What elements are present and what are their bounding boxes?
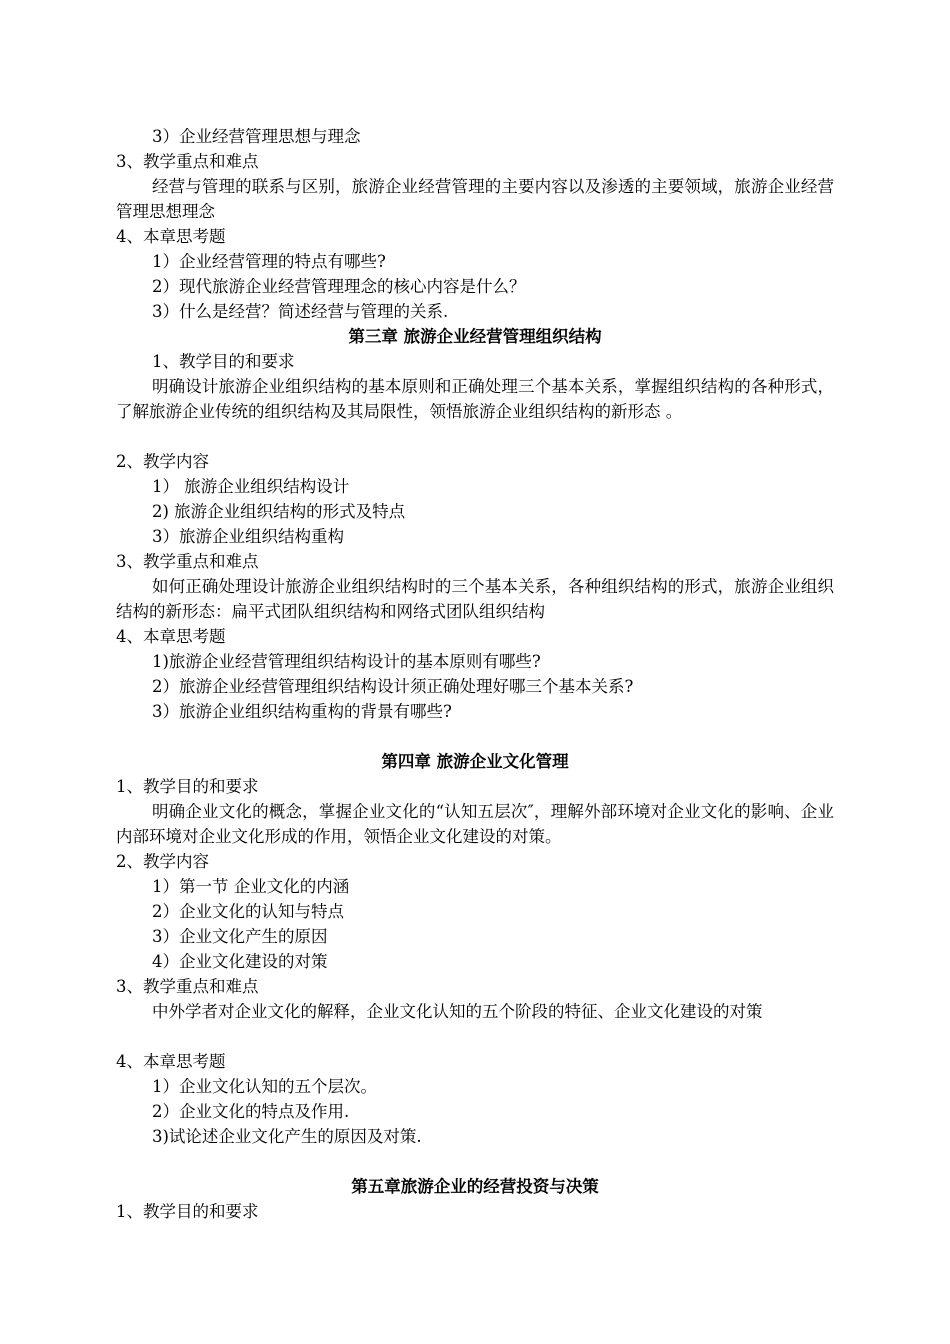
list-item: 3）企业文化产生的原因 (152, 927, 328, 946)
section-heading: 4、本章思考题 (116, 227, 226, 246)
chapter-title: 第五章旅游企业的经营投资与决策 (351, 1177, 599, 1196)
section-heading: 1、教学目的和要求 (116, 777, 259, 796)
paragraph: 经营与管理的联系与区别，旅游企业经营管理的主要内容以及渗透的主要领域，旅游企业经营管理思想理念 (116, 177, 834, 221)
chapter-title: 第四章 旅游企业文化管理 (381, 752, 569, 771)
section-heading: 2、教学内容 (116, 452, 209, 471)
paragraph: 明确企业文化的概念，掌握企业文化的“认知五层次″，理解外部环境对企业文化的影响、企业内部环境对企业文化形成的作用，领悟企业文化建设的对策。 (116, 802, 834, 846)
list-item: 4）企业文化建设的对策 (152, 952, 328, 971)
section-heading: 1、教学目的和要求 (152, 352, 295, 371)
list-item: 3)试论述企业文化产生的原因及对策. (152, 1127, 422, 1146)
paragraph: 如何正确处理设计旅游企业组织结构时的三个基本关系，各种组织结构的形式，旅游企业组织结构的新形态：扁平式团队组织结构和网络式团队组织结构 (116, 577, 834, 621)
list-item: 2) 旅游企业组织结构的形式及特点 (152, 502, 406, 521)
list-item: 1） 旅游企业组织结构设计 (152, 477, 350, 496)
section-heading: 4、本章思考题 (116, 1052, 226, 1071)
list-item: 1）企业文化认知的五个层次。 (152, 1077, 377, 1096)
list-item: 3）什么是经营？简述经营与管理的关系. (152, 302, 449, 321)
section-heading: 4、本章思考题 (116, 627, 226, 646)
list-item: 1）企业经营管理的特点有哪些? (152, 252, 386, 271)
section-heading: 2、教学内容 (116, 852, 209, 871)
list-item: 2）企业文化的认知与特点 (152, 902, 344, 921)
list-item: 2）现代旅游企业经营管理理念的核心内容是什么？ (152, 277, 526, 296)
section-heading: 3、教学重点和难点 (116, 977, 259, 996)
chapter-title: 第三章 旅游企业经营管理组织结构 (348, 327, 602, 346)
paragraph: 中外学者对企业文化的解释，企业文化认知的五个阶段的特征、企业文化建设的对策 (152, 1002, 763, 1021)
section-heading: 3、教学重点和难点 (116, 552, 259, 571)
list-item: 3）旅游企业组织结构重构 (152, 527, 344, 546)
list-item: 2）企业文化的特点及作用. (152, 1102, 350, 1121)
paragraph: 明确设计旅游企业组织结构的基本原则和正确处理三个基本关系，掌握组织结构的各种形式，了解旅游企业传统的组织结构及其局限性，领悟旅游企业组织结构的新形态 。 (116, 377, 834, 421)
list-item: 1)旅游企业经营管理组织结构设计的基本原则有哪些? (152, 652, 541, 671)
section-heading: 1、教学目的和要求 (116, 1202, 259, 1221)
list-item: 1）第一节 企业文化的内涵 (152, 877, 350, 896)
list-item: 3）企业经营管理思想与理念 (152, 127, 361, 146)
section-heading: 3、教学重点和难点 (116, 152, 259, 171)
list-item: 2）旅游企业经营管理组织结构设计须正确处理好哪三个基本关系? (152, 677, 634, 696)
list-item: 3）旅游企业组织结构重构的背景有哪些? (152, 702, 452, 721)
